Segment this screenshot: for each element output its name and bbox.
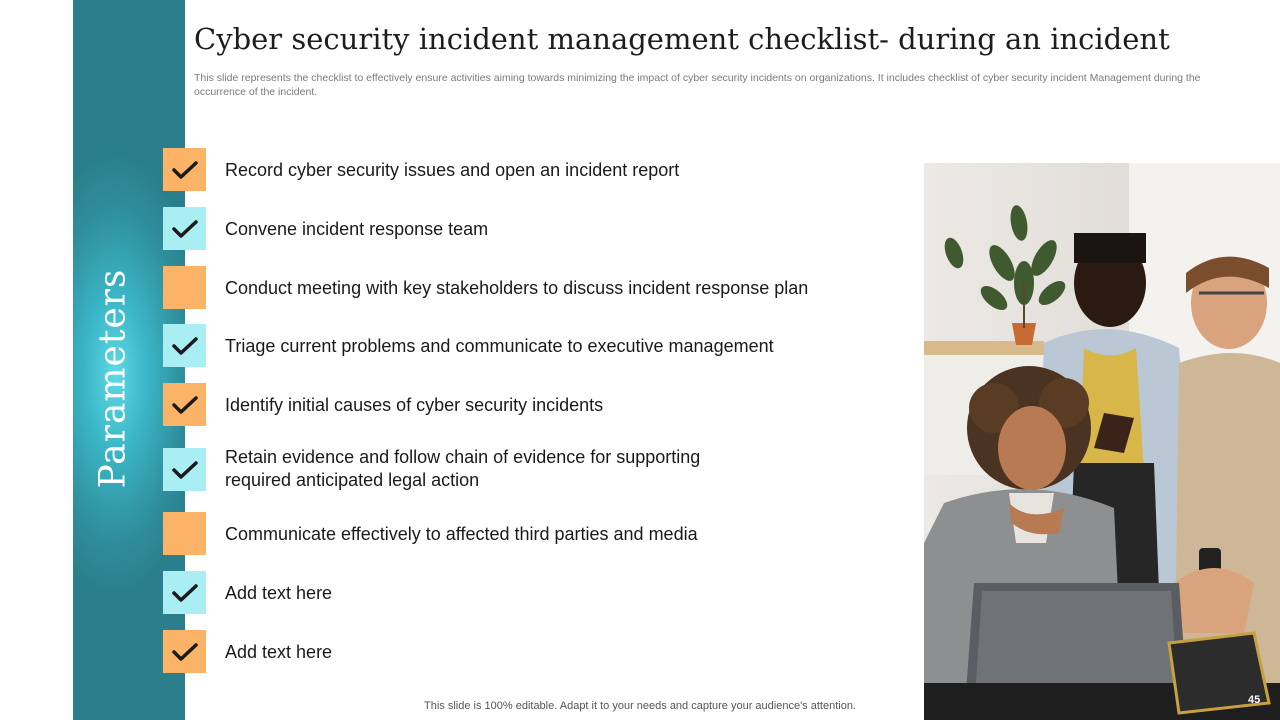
slide-footer: This slide is 100% editable. Adapt it to your needs and capture your audience's attention.: [424, 700, 856, 712]
team-photo: [924, 163, 1280, 720]
team-photo-illustration: [924, 163, 1280, 720]
checklist-item-2: [163, 207, 863, 251]
checklist-item-label: Communicate effectively to affected third parties and media: [225, 523, 698, 544]
check-icon: [172, 583, 198, 603]
checkbox[interactable]: [163, 266, 206, 309]
checklist-item-1: [163, 148, 863, 192]
slide-subtitle: This slide represents the checklist to effectively ensure activities aiming towards minimizing the impact of cyber security incidents on organizations. It includes checklist of cyber security incident Management during the occurrence of the incident.: [194, 72, 1201, 98]
check-icon: [172, 395, 198, 415]
checklist-item-5: [163, 383, 863, 427]
checkbox[interactable]: [163, 148, 206, 191]
checklist-item-3: [163, 266, 863, 310]
checkbox[interactable]: [163, 324, 206, 367]
checklist-item-label: Add text here: [225, 641, 333, 662]
checklist-item-label: Record cyber security issues and open an incident report: [225, 159, 680, 180]
checklist-item-label: Triage current problems and communicate to executive management: [225, 335, 774, 356]
checkbox[interactable]: [163, 512, 206, 555]
checkbox[interactable]: [163, 383, 206, 426]
checkbox[interactable]: [163, 448, 206, 491]
check-icon: [172, 336, 198, 356]
page-number: 45: [1248, 694, 1261, 706]
checklist-item-7: [163, 512, 863, 556]
checklist-item-label: Retain evidence and follow chain of evidence for supporting required anticipated legal action: [225, 447, 701, 490]
checklist-item-6: [163, 448, 863, 492]
checklist-item-label: Identify initial causes of cyber security incidents: [225, 394, 604, 415]
check-icon: [172, 642, 198, 662]
checklist-item-9: [163, 630, 863, 674]
checklist-item-label: Conduct meeting with key stakeholders to discuss incident response plan: [225, 277, 809, 298]
checklist-item-4: [163, 324, 863, 368]
slide-title: Cyber security incident management checklist- during an incident: [194, 22, 1170, 56]
check-icon: [172, 219, 198, 239]
check-icon: [172, 160, 198, 180]
checkbox[interactable]: [163, 207, 206, 250]
side-label: [73, 0, 153, 720]
checkbox[interactable]: [163, 630, 206, 673]
side-label-text: Parameters: [92, 268, 134, 488]
check-icon: [172, 460, 198, 480]
checkbox[interactable]: [163, 571, 206, 614]
checklist-item-8: [163, 571, 863, 615]
checklist-item-label: Convene incident response team: [225, 218, 489, 239]
checklist-item-label: Add text here: [225, 582, 333, 603]
